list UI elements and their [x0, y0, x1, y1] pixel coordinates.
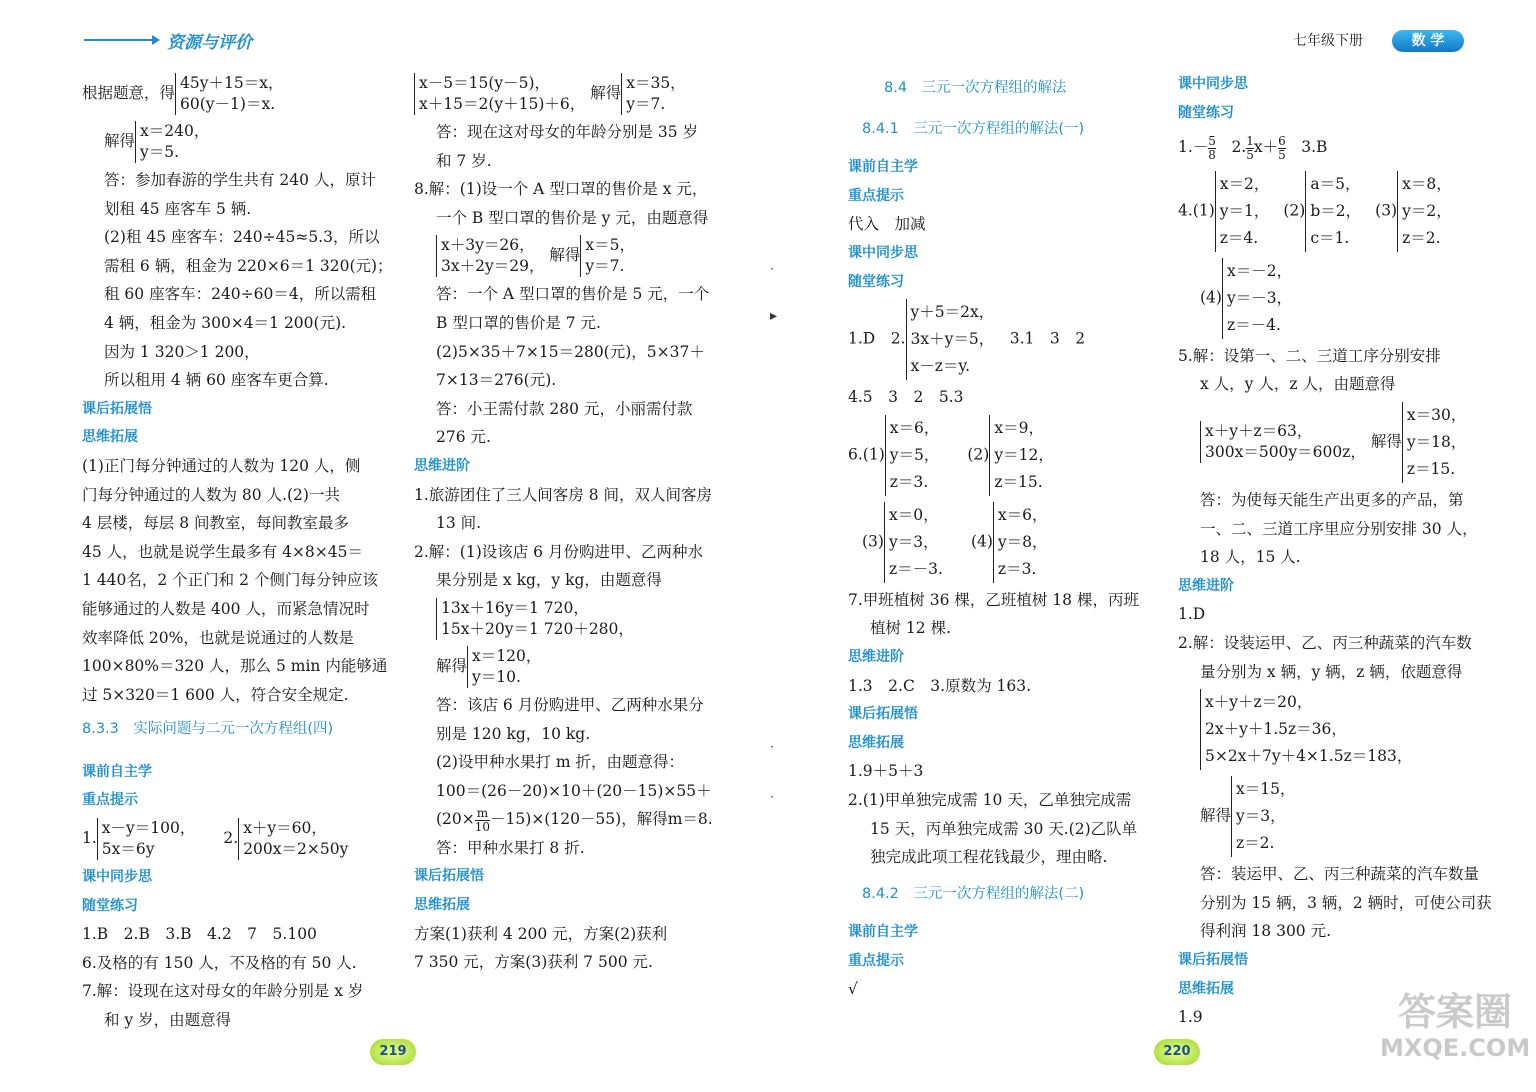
section-title: 8.4.1 三元一次方程组的解法(一) [862, 120, 1085, 137]
c4-line [1178, 168, 1468, 255]
text: 答：装运甲、乙、丙三种蔬菜的汽车数量 [1200, 865, 1480, 884]
eq: 300x＝500y＝600z， [1205, 443, 1366, 462]
eq: a＝5， [1310, 174, 1361, 193]
eq: y＝3， [888, 532, 939, 551]
section-heading: 课中同步思 [848, 244, 918, 261]
c2-line [414, 595, 714, 643]
text: x 人，y 人，z 人，由题意得 [1200, 375, 1396, 394]
eq: y＝3， [1236, 807, 1286, 826]
eq: y＝－3， [1226, 288, 1293, 307]
text: 1.－ [1178, 138, 1209, 157]
c4-line [1178, 255, 1468, 342]
numerator: 6 [1278, 133, 1286, 148]
eq: y＝1， [1219, 201, 1270, 220]
eq: y＝12， [994, 445, 1054, 464]
text: 答：甲种水果打 8 折. [436, 838, 585, 857]
text: 2. [1215, 138, 1247, 157]
text: 6.及格的有 150 人，不及格的有 50 人. [82, 953, 357, 972]
section-heading: 思维进阶 [1178, 577, 1234, 594]
section-heading: 课中同步思 [1178, 76, 1248, 92]
text: 1 440名，2 个正门和 2 个侧门每分钟应该 [82, 571, 378, 590]
text: 答：为使每天能生产出更多的产品，第 [1200, 490, 1464, 509]
text: 4.(1) [1178, 201, 1215, 220]
text: x＋ [1253, 138, 1279, 157]
section-heading: 课后拓展悟 [82, 400, 152, 417]
text: 8.解：(1)设一个 A 型口罩的售价是 x 元， [414, 180, 708, 199]
section-heading: 课后拓展悟 [848, 706, 918, 723]
text: 别是 120 kg，10 kg. [436, 724, 591, 743]
eq: x＝15， [1236, 780, 1296, 799]
numerator: m [476, 805, 489, 820]
eq: y＝10. [472, 667, 521, 686]
text: 1.9 [1178, 1008, 1203, 1027]
text: 2.解：设装运甲、乙、丙三种蔬菜的汽车数 [1178, 633, 1472, 652]
text: 一、二、三道工序里应分别安排 30 人， [1200, 519, 1478, 538]
eq: x＝6， [889, 418, 940, 437]
c4-line [1178, 773, 1468, 860]
eq: x＋y＝60， [243, 819, 327, 838]
denominator: 10 [474, 819, 491, 834]
eq: z＝15. [1406, 459, 1456, 478]
text: 100×80%＝320 人，那么 5 min 内能够通 [82, 657, 388, 676]
eq: x＋15＝2(y＋15)＋6， [419, 95, 586, 113]
eq: z＝－4. [1226, 315, 1281, 334]
text: 分别为 15 辆，3 辆，2 辆时，可使公司获 [1200, 893, 1492, 912]
section-heading: 课前自主学 [848, 159, 918, 176]
eq: x＋y＋z＝20， [1205, 693, 1313, 712]
fraction [1208, 135, 1216, 162]
section-heading: 课前自主学 [848, 924, 918, 941]
text: 45 人，也就是说学生最多有 4×8×45＝ [82, 542, 363, 561]
eq: 13x＋16y＝1 720， [441, 598, 589, 617]
column-3 [848, 70, 1148, 1004]
text: (2)5×35＋7×15＝280(元)，5×37＋ [436, 342, 705, 361]
margin-dot: · [770, 262, 774, 276]
text: 解得 [590, 84, 622, 102]
text: 18 人，15 人. [1200, 548, 1301, 567]
text: 一个 B 型口罩的售价是 y 元，由题意得 [436, 208, 709, 227]
section-heading: 随堂练习 [82, 897, 138, 914]
eq: b＝2， [1310, 201, 1362, 220]
text: (3) [862, 532, 884, 551]
text: 13 间. [436, 514, 482, 533]
section-heading: 课前自主学 [82, 763, 152, 780]
eq: 45y＋15＝x， [180, 74, 284, 92]
eq: x＝－2， [1226, 261, 1293, 280]
eq: x＝240， [140, 122, 210, 140]
section-heading: 思维拓展 [848, 734, 904, 751]
eq: 2x＋y＋1.5z＝36， [1205, 720, 1347, 739]
text: 1. [82, 829, 97, 848]
numerator: 1 [1246, 133, 1254, 148]
text: 门每分钟通过的人数为 80 人.(2)一共 [82, 485, 340, 504]
text: (2) [1283, 201, 1306, 220]
text: 2. [223, 829, 239, 848]
eq: x＋3y＝26， [441, 236, 535, 255]
margin-mark: ▸ [770, 308, 778, 324]
text: 解得 [436, 656, 468, 675]
c2-line [414, 70, 714, 118]
text: 解得 [1370, 432, 1402, 451]
text: B 型口罩的售价是 7 元. [436, 313, 601, 332]
text: 果分别是 x kg，y kg，由题意得 [436, 571, 662, 590]
eq: y＝7. [585, 257, 625, 276]
eq: x－y＝100， [101, 819, 196, 838]
section-heading: 思维拓展 [1178, 980, 1234, 997]
eq: x＝6， [997, 505, 1048, 524]
eq: y＝7. [626, 95, 666, 113]
text: 代入 加减 [848, 215, 926, 234]
text: 答：小王需付款 280 元，小丽需付款 [436, 399, 693, 418]
section-heading: 课后拓展悟 [1178, 951, 1248, 968]
c3-line [848, 412, 1148, 499]
eq: y＋5＝2x， [910, 303, 995, 322]
subject-badge: 数 学 [1392, 30, 1464, 52]
checkmark-icon: √ [848, 980, 858, 999]
text: 7 350 元，方案(3)获利 7 500 元. [414, 953, 653, 972]
section-title: 8.4 三元一次方程组的解法 [884, 80, 1067, 96]
eq: z＝15. [994, 472, 1043, 491]
numerator: 5 [1208, 133, 1216, 148]
text: 解得 [104, 132, 136, 150]
column-2 [414, 70, 714, 977]
eq: 3x＋y＝5， [910, 330, 995, 349]
eq: x＝35， [626, 74, 686, 92]
text: 效率降低 20%，也就是说通过的人数是 [82, 628, 354, 647]
c2-line [414, 232, 714, 280]
eq: y＝5. [140, 143, 180, 161]
text: 15 天，丙单独完成需 30 天.(2)乙队单 [870, 819, 1138, 838]
text: 植树 12 棵. [870, 619, 952, 638]
text: 能够通过的人数是 400 人，而紧急情况时 [82, 599, 370, 618]
text: 过 5×320＝1 600 人，符合安全规定. [82, 685, 349, 704]
column-4 [1178, 70, 1492, 1032]
eq: x＝30， [1406, 405, 1467, 424]
fraction [475, 807, 490, 834]
eq: x＝9， [994, 418, 1044, 437]
eq: z＝3. [997, 559, 1037, 578]
eq: x＝8， [1402, 174, 1452, 193]
eq: x＝2， [1219, 174, 1270, 193]
text: 答：一个 A 型口罩的售价是 5 元，一个 [436, 285, 710, 304]
arrow-line-icon [82, 28, 162, 50]
text: (1)正门每分钟通过的人数为 120 人，侧 [82, 456, 361, 475]
eq: x＋y＋z＝63， [1205, 422, 1313, 441]
eq: z＝4. [1219, 228, 1259, 247]
fraction [1246, 135, 1254, 162]
section-title: 8.3.3 实际问题与二元一次方程组(四) [82, 721, 334, 738]
eq: z＝－3. [888, 559, 943, 578]
text: 量分别为 x 辆，y 辆，z 辆，依题意得 [1200, 662, 1463, 681]
text: (2)设甲种水果打 m 折，由题意得： [436, 753, 685, 772]
text: 7.解：设现在这对母女的年龄分别是 x 岁 [82, 982, 364, 1001]
text: 4.5 3 2 5.3 [848, 388, 964, 407]
text: 6.(1) [848, 445, 885, 464]
text: 独完成此项工程花钱最少，理由略. [870, 848, 1108, 867]
text: 得利润 18 300 元. [1200, 922, 1332, 941]
text: 1.3 2.C 3.原数为 163. [848, 676, 1032, 695]
section-heading: 随堂练习 [848, 273, 904, 290]
text: 解得 [549, 246, 581, 265]
eq: z＝2. [1236, 834, 1275, 853]
text: 方案(1)获利 4 200 元，方案(2)获利 [414, 924, 668, 943]
watermark-url: MXQE.COM [1380, 1034, 1531, 1062]
section-title: 8.4.2 三元一次方程组的解法(二) [862, 885, 1085, 902]
c3-line [848, 499, 1148, 586]
text: 7.甲班植树 36 棵，乙班植树 18 棵，丙班 [848, 590, 1139, 609]
section-heading: 思维进阶 [848, 648, 904, 665]
text: (2) [967, 445, 990, 464]
section-heading: 重点提示 [848, 187, 904, 204]
text: 答：现在这对母女的年龄分别是 35 岁 [436, 123, 699, 141]
text: 答：该店 6 月份购进甲、乙两种水果分 [436, 695, 704, 714]
text: 100＝(26－20)×10＋(20－15)×55＋ [436, 781, 712, 800]
text: 1.B 2.B 3.B 4.2 7 5.100 [82, 925, 317, 944]
eq: y＝8， [997, 532, 1048, 551]
section-heading: 思维进阶 [414, 457, 470, 474]
eq: x－z＝y. [910, 357, 971, 376]
page-number-left: 219 [370, 1039, 416, 1065]
c2-line [414, 805, 714, 834]
watermark [1380, 990, 1530, 1062]
brand-header [82, 28, 252, 54]
c4-line [1178, 686, 1468, 773]
right-page [768, 0, 1536, 1092]
section-heading: 重点提示 [848, 952, 904, 969]
eq: c＝1. [1310, 228, 1350, 247]
text: 5.解：设第一、二、三道工序分别安排 [1178, 346, 1441, 365]
text: 1.D 2. [848, 329, 906, 348]
denominator: 8 [1208, 147, 1216, 162]
eq: 5x＝6y [101, 840, 155, 859]
text: 1.旅游团住了三人间客房 8 间，双人间客房 [414, 485, 713, 504]
page-number-right: 220 [1154, 1039, 1200, 1065]
eq: 60(y－1)＝x. [180, 95, 276, 113]
eq: y＝5， [889, 445, 940, 464]
eq: z＝2. [1402, 228, 1441, 247]
text: (4) [970, 532, 993, 551]
text: －15)×(120－55)，解得m＝8. [490, 810, 713, 829]
text: 2.(1)甲单独完成需 10 天，乙单独完成需 [848, 790, 1132, 809]
text: (20× [436, 810, 475, 829]
watermark-logo: 答案圈 [1397, 990, 1512, 1034]
text: 1.D [1178, 605, 1206, 624]
text: 所以租用 4 辆 60 座客车更合算. [104, 371, 329, 390]
section-heading: 随堂练习 [1178, 104, 1234, 121]
text: (4) [1200, 288, 1222, 307]
denominator: 5 [1246, 147, 1254, 162]
c1-line [82, 118, 382, 166]
text: 租 60 座客车：240÷60＝4，所以需租 [104, 285, 377, 304]
text: 根据题意，得 [82, 84, 176, 102]
eq: y＝18， [1406, 432, 1467, 451]
section-heading: 课中同步思 [82, 869, 152, 886]
text: (3) [1375, 201, 1398, 220]
text: 因为 1 320＞1 200， [104, 342, 260, 361]
denominator: 5 [1278, 147, 1286, 162]
c3-line [848, 296, 1148, 383]
text: 3.B [1285, 138, 1328, 157]
margin-dot: · [770, 790, 774, 804]
text: 解得 [1200, 806, 1232, 825]
brand-title: 资源与评价 [167, 33, 253, 53]
c2-line [414, 643, 714, 691]
text: (2)租 45 座客车：240÷45≈5.3，所以 [104, 228, 380, 247]
grade-label: 七年级下册 [1293, 33, 1363, 49]
text: 276 元. [436, 428, 491, 447]
eq: x＝120， [472, 646, 542, 665]
fraction [1278, 135, 1286, 162]
eq: x＝5， [585, 236, 636, 255]
eq: z＝3. [889, 472, 929, 491]
text: 1.9＋5＋3 [848, 762, 924, 781]
section-heading: 思维拓展 [414, 897, 470, 914]
text: 7×13＝276(元). [436, 371, 557, 390]
eq: 5×2x＋7y＋4×1.5z＝183， [1205, 747, 1413, 766]
text: 答：参加春游的学生共有 240 人，原计 [104, 171, 376, 189]
text: 4 层楼，每层 8 间教室，每间教室最多 [82, 514, 350, 533]
margin-dot: · [770, 740, 774, 754]
eq: x＝0， [888, 505, 939, 524]
column-1 [82, 70, 393, 1035]
text: 4 辆，租金为 300×4＝1 200(元). [104, 313, 347, 332]
section-heading: 思维拓展 [82, 429, 138, 446]
section-heading: 课后拓展悟 [414, 868, 484, 885]
c1-line [82, 815, 382, 863]
eq: 200x＝2×50y [243, 840, 349, 859]
text: 需租 6 辆，租金为 220×6＝1 320(元)； [104, 256, 393, 275]
eq: y＝2， [1402, 201, 1452, 220]
text: 和 y 岁，由题意得 [104, 1011, 232, 1030]
eq: 3x＋2y＝29， [441, 257, 545, 276]
text: 3.1 3 2 [994, 329, 1086, 348]
c4-line [1178, 399, 1468, 486]
section-heading: 重点提示 [82, 792, 138, 809]
text: 划租 45 座客车 5 辆. [104, 199, 252, 218]
text: 2.解：(1)设该店 6 月份购进甲、乙两种水 [414, 542, 703, 561]
eq: x－5＝15(y－5)， [419, 74, 551, 92]
c1-line [82, 70, 382, 118]
text: 和 7 岁. [436, 151, 492, 170]
eq: 15x＋20y＝1 720＋280， [441, 619, 634, 638]
c4-line [1178, 133, 1468, 162]
